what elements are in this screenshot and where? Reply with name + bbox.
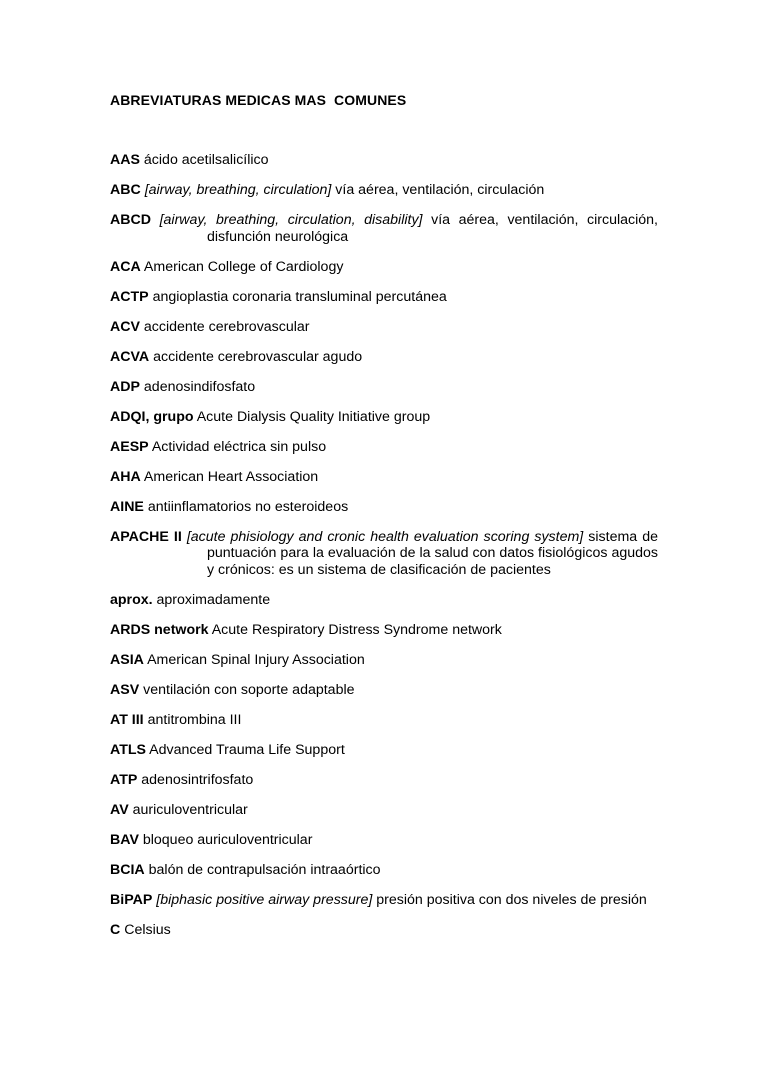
definition: American Heart Association — [143, 468, 319, 485]
abbreviation: AV — [110, 801, 129, 818]
list-item — [110, 212, 658, 245]
abbreviation: AHA — [110, 468, 141, 485]
abbreviation: C — [110, 921, 121, 938]
list-item — [110, 289, 658, 306]
abbreviation: AINE — [110, 498, 144, 515]
list-item — [110, 182, 658, 199]
definition: ventilación con soporte adaptable — [143, 681, 355, 698]
list-item — [110, 832, 658, 849]
definition: accidente cerebrovascular — [143, 318, 310, 335]
definition: ácido acetilsalicílico — [143, 152, 269, 168]
definition: adenosintrifosfato — [141, 771, 254, 788]
definition: accidente cerebrovascular agudo — [153, 348, 363, 365]
abbreviation: ASIA — [110, 651, 144, 668]
english-term: [airway, breathing, circulation] — [144, 182, 332, 198]
list-item — [110, 652, 658, 669]
abbreviation: ADQI, grupo — [110, 408, 194, 425]
definition: antiinflamatorios no esteroideos — [147, 498, 349, 515]
list-item — [110, 772, 658, 789]
definition: balón de contrapulsación intraaórtico — [148, 861, 381, 878]
list-item — [110, 409, 658, 426]
definition: vía aérea, ventilación, circulación — [335, 182, 545, 198]
abbreviation: aprox. — [110, 591, 153, 608]
list-item — [110, 499, 658, 516]
list-item — [110, 349, 658, 366]
abbreviation: ATLS — [110, 741, 146, 758]
abbreviation: BCIA — [110, 861, 145, 878]
definition: sistema de puntuación para la evaluación de la salud con datos fisiológicos agudos y crónicos: es un sistema de clasificación de pacientes — [207, 528, 658, 578]
definition: Acute Dialysis Quality Initiative group — [196, 408, 431, 425]
abbreviation: ATP — [110, 771, 138, 788]
english-term: [airway, breathing, circulation, disability] — [159, 212, 423, 228]
abbreviation: ACA — [110, 258, 141, 275]
definition: American College of Cardiology — [143, 258, 344, 275]
english-term: [biphasic positive airway pressure] — [156, 891, 373, 908]
abbreviation: APACHE II — [110, 528, 182, 545]
list-item — [110, 379, 658, 396]
abbreviation: BiPAP — [110, 891, 153, 908]
definition: Celsius — [124, 921, 171, 938]
abbreviation: ACV — [110, 318, 140, 335]
definition: aproximadamente — [156, 591, 271, 608]
definition: bloqueo auriculoventricular — [142, 831, 313, 848]
abbreviation: BAV — [110, 831, 139, 848]
definition: angioplastia coronaria transluminal percutánea — [152, 288, 447, 305]
list-item — [110, 742, 658, 759]
list-item — [110, 469, 658, 486]
definition: Advanced Trauma Life Support — [149, 741, 345, 758]
abbreviation: ABCD — [110, 212, 151, 228]
list-item — [110, 922, 658, 939]
list-item — [110, 862, 658, 879]
abbreviation: ADP — [110, 378, 140, 395]
abbreviation: ASV — [110, 681, 140, 698]
list-item — [110, 259, 658, 276]
document-title: ABREVIATURAS MEDICAS MAS COMUNES — [110, 92, 407, 108]
definition: presión positiva con dos niveles de presión — [376, 891, 647, 908]
list-item — [110, 592, 658, 609]
abbreviation: AT III — [110, 711, 144, 728]
definition: antitrombina III — [147, 711, 242, 728]
definition: adenosindifosfato — [143, 378, 256, 395]
english-term: [acute phisiology and cronic health evaluation scoring system] — [186, 528, 584, 545]
abbreviation-list — [110, 152, 658, 938]
list-item — [110, 802, 658, 819]
abbreviation: ARDS network — [110, 621, 209, 638]
definition: Actividad eléctrica sin pulso — [151, 438, 327, 455]
definition: vía aérea, ventilación, circulación, disfunción neurológica — [207, 212, 658, 245]
definition: Acute Respiratory Distress Syndrome network — [211, 621, 502, 638]
abbreviation: ACTP — [110, 288, 149, 305]
list-item — [110, 319, 658, 336]
list-item — [110, 439, 658, 456]
abbreviation: ABC — [110, 182, 141, 198]
abbreviation: AESP — [110, 438, 149, 455]
list-item — [110, 529, 658, 579]
definition: auriculoventricular — [132, 801, 248, 818]
list-item — [110, 892, 658, 909]
definition: American Spinal Injury Association — [147, 651, 365, 668]
abbreviation: ACVA — [110, 348, 150, 365]
list-item — [110, 712, 658, 729]
list-item — [110, 682, 658, 699]
list-item — [110, 622, 658, 639]
list-item — [110, 152, 658, 169]
abbreviation: AAS — [110, 152, 140, 168]
